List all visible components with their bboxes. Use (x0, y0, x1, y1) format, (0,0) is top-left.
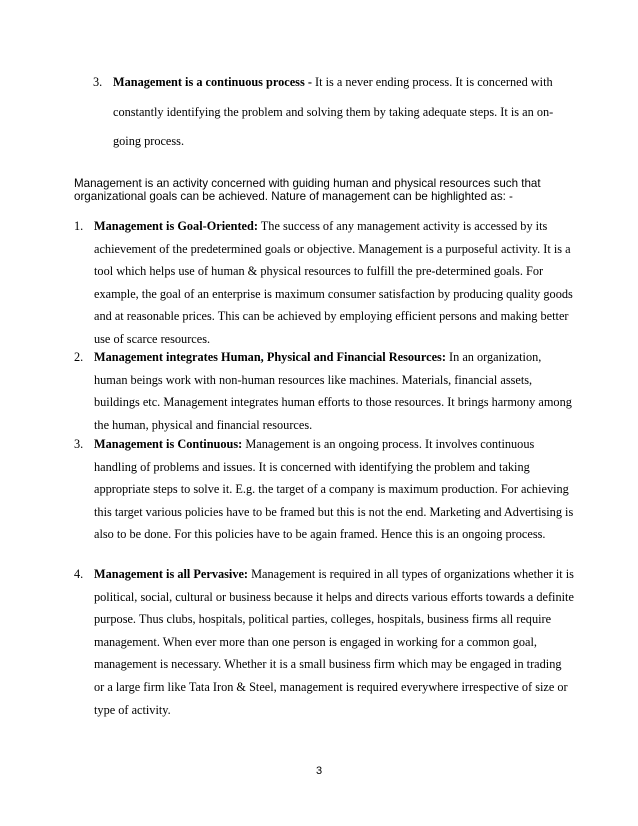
list-item-text: The success of any management activity is accessed by its achievement of the predetermined goals or objective. Management is a purposeful activity. It is a tool which helps use of human & physical resources to fulfill the pre-determined goals. For example, the goal of an enterprise is maximum consumer satisfaction by producing quality goods and at reasonable prices. This can be achieved by employing efficient persons and making better use of scarce resources. (94, 219, 573, 346)
intro-paragraph: Management is an activity concerned with guiding human and physical resources such that organizational goals can be achieved. Nature of management can be highlighted as: - (74, 177, 541, 204)
list-item-integrates-resources (74, 346, 574, 436)
list-item-body (94, 433, 574, 546)
list-item-goal-oriented (74, 215, 574, 351)
list-item-body (94, 563, 574, 721)
list-number: 4. (74, 567, 84, 581)
list-item-heading: Management is Continuous: (94, 437, 243, 451)
list-number: 3. (74, 437, 84, 451)
list-item-continuous-process (93, 68, 573, 157)
list-item-all-pervasive (74, 563, 574, 721)
list-item-body (113, 68, 573, 157)
list-item-heading: Management is a continuous process - (113, 75, 312, 89)
list-item-text: In an organization, human beings work with non-human resources like machines. Materials, financial assets, buildings etc. Management integrates human efforts to those resources. It brings harmony among the human, physical and financial resources. (94, 350, 572, 432)
list-item-text: It is a never ending process. It is concerned with constantly identifying the problem and solving them by taking adequate steps. It is an on-going process. (113, 75, 554, 148)
list-number: 2. (74, 350, 84, 364)
list-item-text: Management is an ongoing process. It involves continuous handling of problems and issues. It is concerned with identifying the problem and taking appropriate steps to solve it. E.g. the target of a company is maximum production. For achieving this target various policies have to be framed but this is not the end. Marketing and Advertising is also to be done. For this policies have to be again framed. Hence this is an ongoing process. (94, 437, 574, 542)
list-item-body (94, 346, 574, 436)
list-item-continuous (74, 433, 574, 546)
list-item-text: Management is required in all types of organizations whether it is political, social, cultural or business because it helps and directs various efforts towards a definite purpose. Thus clubs, hospitals, political parties, colleges, hospitals, business firms all require management. When ever more than one person is engaged in working for a common goal, management is necessary. Whether it is a small business firm which may be engaged in trading or a large firm like Tata Iron & Steel, management is required everywhere irrespective of size or type of activity. (94, 567, 574, 717)
list-item-heading: Management is Goal-Oriented: (94, 219, 258, 233)
list-item-heading: Management integrates Human, Physical and Financial Resources: (94, 350, 446, 364)
page-number: 3 (315, 765, 323, 777)
list-number: 1. (74, 219, 84, 233)
list-number: 3. (93, 75, 103, 89)
list-item-body (94, 215, 574, 351)
list-item-heading: Management is all Pervasive: (94, 567, 249, 581)
